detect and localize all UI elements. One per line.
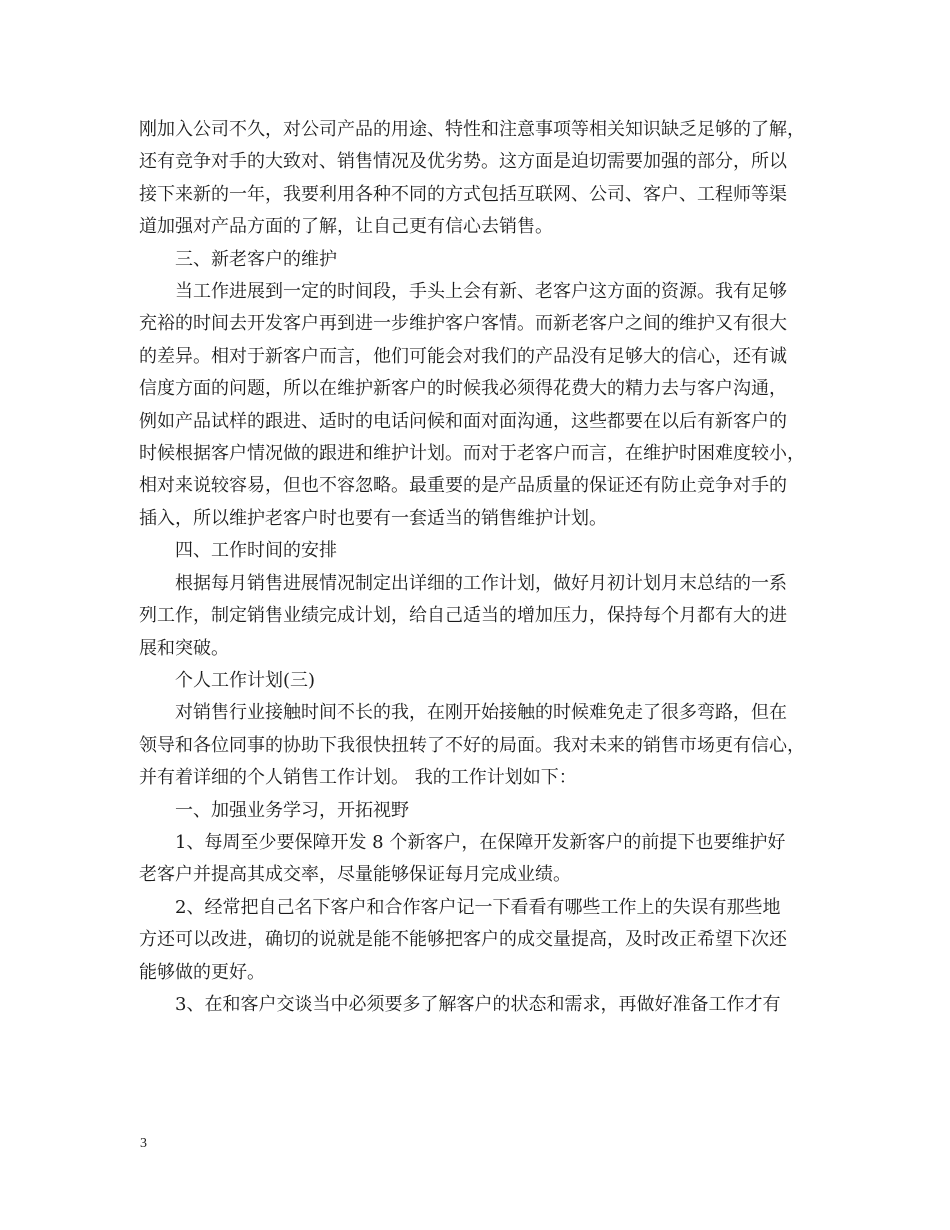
paragraph-line: 插入，所以维护老客户时也要有一套适当的销售维护计划。 — [139, 507, 607, 529]
paragraph-line: 并有着详细的个人销售工作计划。 我的工作计划如下： — [139, 767, 577, 789]
body-paragraph — [139, 568, 821, 665]
body-paragraph — [139, 892, 821, 989]
body-paragraph — [139, 827, 821, 892]
page-number: 3 — [140, 1136, 147, 1151]
paragraph-line: 时候根据客户情况做的跟进和维护计划。而对于老客户而言，在维护时困难度较小， — [139, 443, 805, 465]
paragraph-line: 领导和各位同事的协助下我很快扭转了不好的局面。我对未来的销售市场更有信心， — [139, 734, 805, 756]
body-paragraph — [139, 697, 821, 794]
paragraph-line: 刚加入公司不久，对公司产品的用途、特性和注意事项等相关知识缺乏足够的了解， — [139, 119, 805, 140]
paragraph-line: 1、每周至少要保障开发 8 个新客户，在保障开发新客户的前提下也要维护好 — [175, 831, 786, 853]
paragraph-line: 例如产品试样的跟进、适时的电话问候和面对面沟通，这些都要在以后有新客户的 — [139, 410, 787, 432]
paragraph-line: 能够做的更好。 — [139, 961, 265, 983]
paragraph-line: 当工作进展到一定的时间段，手头上会有新、老客户这方面的资源。我有足够 — [175, 281, 787, 303]
document-body — [139, 114, 821, 1021]
body-paragraph — [139, 989, 821, 1021]
paragraph-line: 相对来说较容易，但也不容忽略。最重要的是产品质量的保证还有防止竞争对手的 — [139, 475, 787, 497]
paragraph-line: 还有竞争对手的大致对、销售情况及优劣势。这方面是迫切需要加强的部分，所以 — [139, 151, 787, 173]
paragraph-line: 根据每月销售进展情况制定出详细的工作计划，做好月初计划月末总结的一系 — [175, 572, 787, 594]
paragraph-line: 充裕的时间去开发客户再到进一步维护客户客情。而新老客户之间的维护又有很大 — [139, 313, 787, 335]
section-heading: 一、加强业务学习，开拓视野 — [175, 799, 409, 821]
paragraph-line: 列工作，制定销售业绩完成计划，给自己适当的增加压力，保持每个月都有大的进 — [139, 605, 787, 627]
paragraph-line: 展和突破。 — [139, 637, 229, 659]
paragraph-line: 对销售行业接触时间不长的我，在刚开始接触的时候难免走了很多弯路，但在 — [175, 702, 787, 724]
paragraph-line: 信度方面的问题，所以在维护新客户的时候我必须得花费大的精力去与客户沟通， — [139, 378, 787, 400]
paragraph-line: 2、经常把自己名下客户和合作客户记一下看看有哪些工作上的失误有那些地 — [175, 896, 781, 918]
section-heading: 三、新老客户的维护 — [175, 248, 337, 270]
paragraph-line: 3、在和客户交谈当中必须要多了解客户的状态和需求，再做好准备工作才有 — [175, 993, 781, 1015]
paragraph-line: 老客户并提高其成交率，尽量能够保证每月完成业绩。 — [139, 864, 571, 886]
paragraph-line: 方还可以改进，确切的说就是能不能够把客户的成交量提高，及时改正希望下次还 — [139, 929, 787, 951]
paragraph-line: 接下来新的一年，我要利用各种不同的方式包括互联网、公司、客户、工程师等渠 — [139, 183, 787, 205]
section-heading: 四、工作时间的安排 — [175, 540, 337, 562]
body-paragraph — [139, 114, 821, 244]
section-heading: 个人工作计划(三) — [175, 669, 316, 691]
body-paragraph — [139, 276, 821, 535]
paragraph-line: 道加强对产品方面的了解，让自己更有信心去销售。 — [139, 216, 553, 238]
paragraph-line: 的差异。相对于新客户而言，他们可能会对我们的产品没有足够大的信心，还有诚 — [139, 345, 787, 367]
